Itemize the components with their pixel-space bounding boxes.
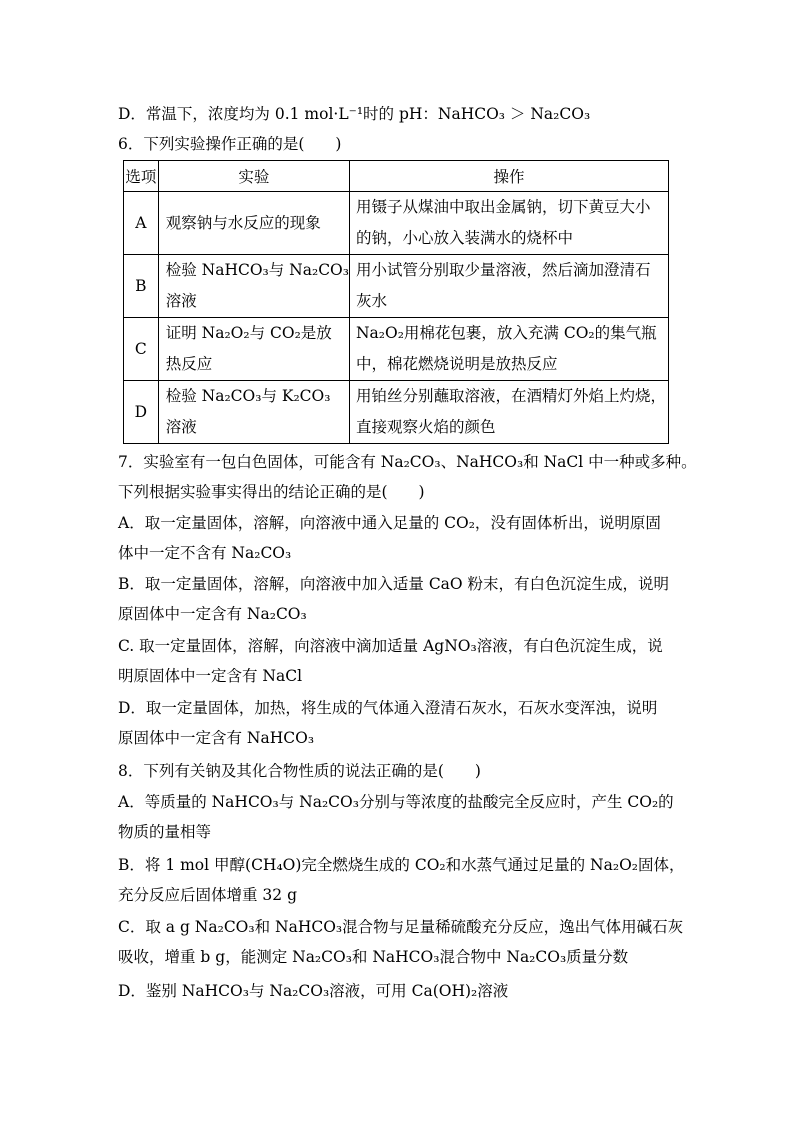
q8-option-a: A．等质量的 NaHCO₃与 Na₂CO₃分别与等浓度的盐酸完全反应时，产生 CO₂的 (118, 793, 674, 811)
row-option: A (124, 192, 159, 255)
q7-option-a: A．取一定量固体，溶解，向溶液中通入足量的 CO₂，没有固体析出，说明原固 (118, 514, 661, 532)
q8-option-b-cont: 充分反应后固体增重 32 g (118, 886, 297, 904)
table-row (124, 318, 669, 381)
row-option: D (124, 381, 159, 444)
q8-option-b: B．将 1 mol 甲醇(CH₄O)完全燃烧生成的 CO₂和水蒸气通过足量的 Na₂O₂固体， (118, 856, 685, 874)
operation-line: 用铂丝分别蘸取溶液，在酒精灯外焰上灼烧， (355, 387, 666, 405)
q8-option-d: D．鉴别 NaHCO₃与 Na₂CO₃溶液，可用 Ca(OH)₂溶液 (118, 982, 509, 1000)
operation-line: 用镊子从煤油中取出金属钠，切下黄豆大小 (355, 198, 651, 216)
operation-line: 的钠，小心放入装满水的烧杯中 (355, 229, 573, 247)
q7-option-b-cont: 原固体中一定含有 Na₂CO₃ (118, 605, 307, 623)
q6-stem: 6．下列实验操作正确的是( ) (118, 135, 342, 153)
row-experiment (158, 381, 349, 444)
row-experiment (158, 192, 349, 255)
operation-line: Na₂O₂用棉花包裹，放入充满 CO₂的集气瓶 (355, 324, 657, 342)
experiment-line: 溶液 (165, 292, 197, 310)
experiment-line: 检验 Na₂CO₃与 K₂CO₃ (165, 387, 331, 405)
operation-line: 直接观察火焰的颜色 (355, 418, 496, 436)
q7-option-d: D．取一定量固体，加热，将生成的气体通入澄清石灰水，石灰水变浑浊，说明 (118, 699, 658, 717)
table-row (124, 192, 669, 255)
experiment-line: 溶液 (165, 418, 197, 436)
q7-stem-line: 下列根据实验事实得出的结论正确的是( ) (118, 483, 425, 501)
q8-option-c: C．取 a g Na₂CO₃和 NaHCO₃混合物与足量稀硫酸充分反应，逸出气体用碱石灰 (118, 918, 684, 936)
header-experiment: 实验 (158, 161, 349, 192)
experiment-line: 观察钠与水反应的现象 (165, 213, 321, 232)
q7-option-c: C. 取一定量固体，溶解，向溶液中滴加适量 AgNO₃溶液，有白色沉淀生成，说 (118, 637, 663, 655)
row-option: B (124, 255, 159, 318)
operation-line: 中，棉花燃烧说明是放热反应 (355, 355, 558, 373)
table-row (124, 255, 669, 318)
q7-option-a-cont: 体中一定不含有 Na₂CO₃ (118, 544, 292, 562)
row-operation (349, 192, 668, 255)
q8-stem: 8．下列有关钠及其化合物性质的说法正确的是( ) (118, 762, 481, 780)
header-operation: 操作 (349, 161, 668, 192)
table-row (124, 381, 669, 444)
row-experiment (158, 255, 349, 318)
q7-stem-line: 7．实验室有一包白色固体，可能含有 Na₂CO₃、NaHCO₃和 NaCl 中一种或多种。 (118, 453, 697, 471)
operation-line: 灰水 (355, 292, 387, 310)
row-operation (349, 255, 668, 318)
q8-option-a-cont: 物质的量相等 (118, 823, 212, 841)
q7-option-b: B．取一定量固体，溶解，向溶液中加入适量 CaO 粉末，有白色沉淀生成，说明 (118, 575, 670, 593)
q6-table (123, 160, 669, 444)
operation-line: 用小试管分别取少量溶液，然后滴加澄清石 (355, 261, 651, 279)
row-option: C (124, 318, 159, 381)
experiment-line: 证明 Na₂O₂与 CO₂是放 (165, 324, 332, 342)
row-operation (349, 381, 668, 444)
row-operation (349, 318, 668, 381)
q7-option-d-cont: 原固体中一定含有 NaHCO₃ (118, 729, 315, 747)
table-header-row (124, 161, 669, 192)
experiment-line: 检验 NaHCO₃与 Na₂CO₃ (165, 261, 349, 279)
q8-option-c-cont: 吸收，增重 b g，能测定 Na₂CO₃和 NaHCO₃混合物中 Na₂CO₃质量分数 (118, 948, 629, 966)
header-option: 选项 (124, 161, 159, 192)
experiment-line: 热反应 (165, 355, 213, 373)
row-experiment (158, 318, 349, 381)
prev-option-d: D．常温下，浓度均为 0.1 mol·L⁻¹时的 pH：NaHCO₃ ＞ Na₂CO₃ (118, 105, 591, 123)
q7-option-c-cont: 明原固体中一定含有 NaCl (118, 667, 303, 685)
